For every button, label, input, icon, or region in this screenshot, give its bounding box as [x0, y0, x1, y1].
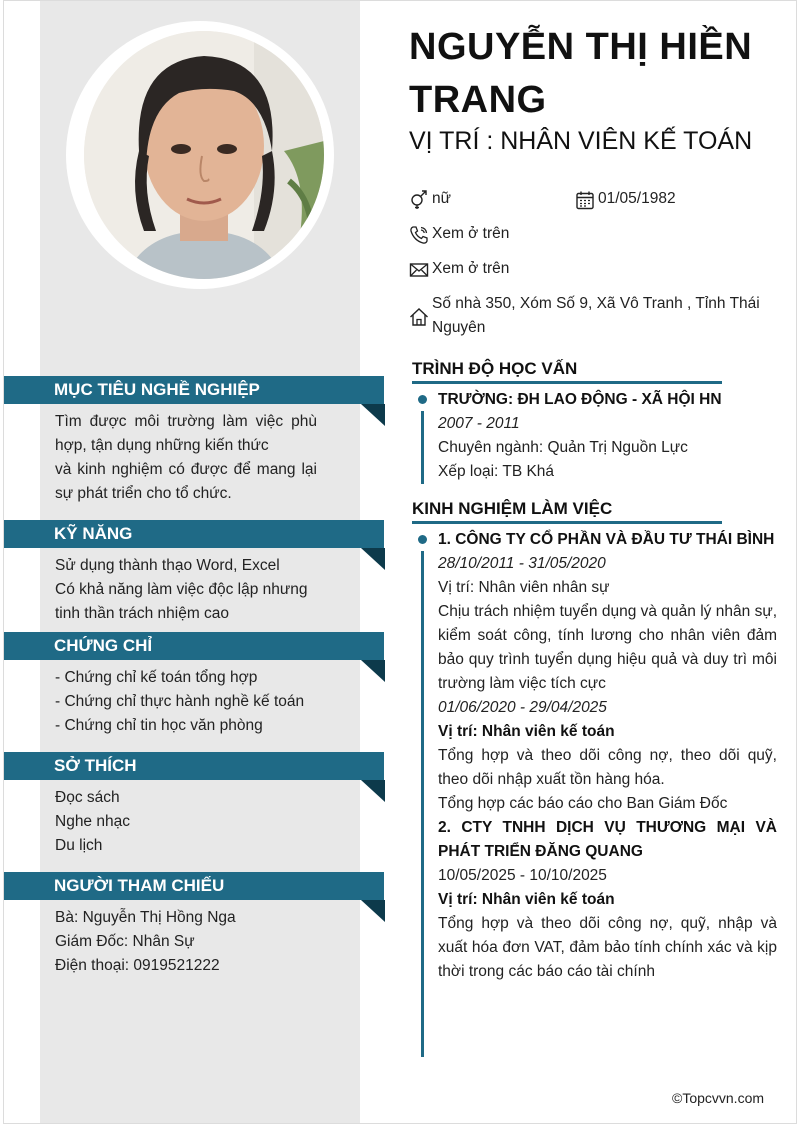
section-title-hobbies: SỞ THÍCH	[4, 752, 384, 780]
company-name: 2. CTY TNHH DỊCH VỤ THƯƠNG MẠI VÀ PHÁT TRIỂN ĐĂNG QUANG	[438, 819, 777, 860]
section-title-experience: KINH NGHIỆM LÀM VIỆC	[412, 499, 613, 518]
objective-line: Tìm được môi trường làm việc phù hợp, tận dụng những kiến thức	[55, 413, 317, 454]
email-value: Xem ở trên	[432, 260, 510, 277]
certificate-item: - Chứng chỉ tin học văn phòng	[55, 717, 263, 734]
contact-address	[409, 292, 774, 340]
education-major: Chuyên ngành: Quản Trị Nguồn Lực	[438, 439, 688, 456]
contact-phone	[409, 222, 769, 246]
job-description: Chịu trách nhiệm tuyển dụng và quản lý nhân sự, kiểm soát công, tính lương cho nhân viên đảm bảo quy trình tuyển dụng hiệu quả và duy trì môi trường làm việc tích cực	[438, 603, 777, 692]
certificate-item: - Chứng chỉ thực hành nghề kế toán	[55, 693, 305, 710]
hobby-item: Đọc sách	[55, 789, 120, 806]
hobby-item: Nghe nhạc	[55, 813, 130, 830]
experience-entries	[438, 528, 777, 984]
hobby-item: Du lịch	[55, 837, 103, 854]
job-period: 10/05/2025 - 10/10/2025	[438, 867, 607, 884]
section-title-objective: MỤC TIÊU NGHỀ NGHIỆP	[4, 376, 384, 404]
home-icon	[409, 307, 429, 327]
certificate-item: - Chứng chỉ kế toán tổng hợp	[55, 669, 258, 686]
job-role: Vị trí: Nhân viên kế toán	[438, 723, 615, 740]
timeline-line	[421, 411, 424, 484]
section-title-skills: KỸ NĂNG	[4, 520, 384, 548]
contact-birthdate	[575, 187, 775, 211]
job-description: Tổng hợp và theo dõi công nợ, theo dõi quỹ, theo dõi nhập xuất tồn hàng hóa.	[438, 747, 777, 788]
objective-line: và kinh nghiệm có được để mang lại sự phát triển cho tổ chức.	[55, 461, 317, 502]
cv-page	[3, 0, 797, 1124]
candidate-position: VỊ TRÍ : NHÂN VIÊN KẾ TOÁN	[409, 127, 753, 155]
calendar-icon	[575, 190, 595, 210]
phone-value: Xem ở trên	[432, 225, 510, 242]
timeline-dot	[418, 535, 427, 544]
reference-item: Bà: Nguyễn Thị Hồng Nga	[55, 909, 236, 926]
address-value: Số nhà 350, Xóm Số 9, Xã Vô Tranh , Tỉnh Thái Nguyên	[432, 295, 760, 336]
birthdate-value: 01/05/1982	[598, 190, 676, 207]
education-underline	[412, 381, 722, 384]
footer-credit: ©Topcvvn.com	[672, 1090, 765, 1106]
gender-value: nữ	[432, 190, 451, 207]
avatar	[84, 31, 324, 279]
school-name: TRƯỜNG: ĐH LAO ĐỘNG - XÃ HỘI HN	[438, 391, 722, 408]
hobbies-list	[55, 786, 317, 858]
reference-item: Giám Đốc: Nhân Sự	[55, 933, 195, 950]
education-period: 2007 - 2011	[438, 415, 520, 432]
section-fold	[361, 404, 385, 426]
gender-icon	[409, 190, 429, 210]
references-list	[55, 906, 317, 978]
section-fold	[361, 548, 385, 570]
job-role: Vị trí: Nhân viên kế toán	[438, 891, 615, 908]
skill-item: Có khả năng làm việc độc lập nhưng tinh thần trách nhiệm cao	[55, 581, 308, 622]
job-period: 28/10/2011 - 31/05/2020	[438, 555, 606, 572]
job-description: Tổng hợp các báo cáo cho Ban Giám Đốc	[438, 795, 728, 812]
job-role: Vị trí: Nhân viên nhân sự	[438, 579, 610, 596]
skill-item: Sử dụng thành thạo Word, Excel	[55, 557, 280, 574]
section-title-education: TRÌNH ĐỘ HỌC VẤN	[412, 359, 578, 378]
phone-icon	[409, 225, 429, 245]
candidate-name: NGUYỄN THỊ HIỀN TRANG	[409, 26, 753, 121]
contact-gender	[409, 187, 569, 211]
experience-underline	[412, 521, 722, 524]
section-fold	[361, 900, 385, 922]
job-description: Tổng hợp và theo dõi công nợ, quỹ, nhập và xuất hóa đơn VAT, đảm bảo tính chính xác và kịp thời trong các báo cáo tài chính	[438, 915, 777, 980]
education-rank: Xếp loại: TB Khá	[438, 463, 555, 480]
education-entry	[438, 388, 777, 484]
timeline-line	[421, 551, 424, 1057]
skills-list	[55, 554, 317, 626]
section-title-certificates: CHỨNG CHỈ	[4, 632, 384, 660]
reference-item: Điện thoại: 0919521222	[55, 957, 220, 974]
contact-email	[409, 257, 769, 281]
company-name: 1. CÔNG TY CỔ PHẦN VÀ ĐẦU TƯ THÁI BÌNH	[438, 531, 775, 548]
certificates-list	[55, 666, 317, 738]
section-title-references: NGƯỜI THAM CHIẾU	[4, 872, 384, 900]
envelope-icon	[409, 260, 429, 280]
section-fold	[361, 660, 385, 682]
job-period: 01/06/2020 - 29/04/2025	[438, 699, 607, 716]
timeline-dot	[418, 395, 427, 404]
objective-text	[55, 410, 317, 506]
section-fold	[361, 780, 385, 802]
